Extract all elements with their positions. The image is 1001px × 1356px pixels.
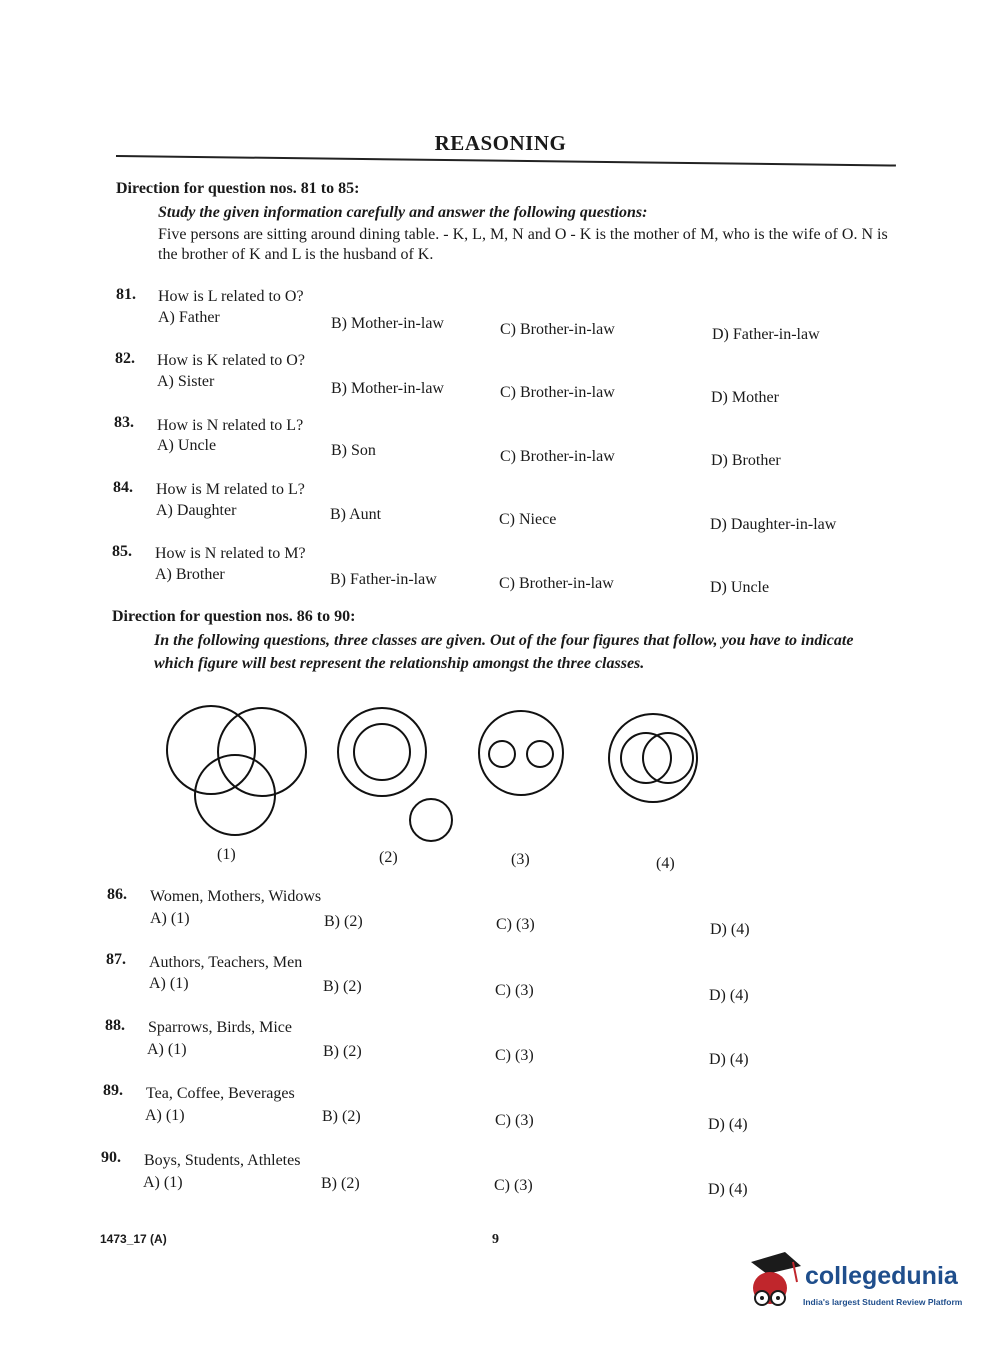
option-a[interactable]: A) (1) xyxy=(143,1174,183,1191)
question-number: 84. xyxy=(113,479,133,496)
question-number: 90. xyxy=(101,1149,121,1166)
figure-4-two-overlapping-inside-circle xyxy=(609,714,697,802)
question-text: Tea, Coffee, Beverages xyxy=(146,1085,295,1102)
option-c[interactable]: C) Brother-in-law xyxy=(500,448,615,465)
option-a[interactable]: A) (1) xyxy=(150,910,190,927)
figure-label-4: (4) xyxy=(656,855,675,872)
question-text: Boys, Students, Athletes xyxy=(144,1152,301,1169)
figure-label-2: (2) xyxy=(379,849,398,866)
question-number: 87. xyxy=(106,951,126,968)
option-c[interactable]: C) Niece xyxy=(499,511,557,528)
option-d[interactable]: D) (4) xyxy=(708,1181,748,1198)
option-b[interactable]: B) Aunt xyxy=(330,506,382,523)
figure-1-three-overlapping-circles xyxy=(167,706,306,835)
option-a[interactable]: A) (1) xyxy=(147,1041,187,1058)
option-d[interactable]: D) (4) xyxy=(709,1051,749,1068)
logo-name: collegedunia xyxy=(805,1262,958,1290)
question-text: How is N related to M? xyxy=(155,545,306,562)
option-d[interactable]: D) Uncle xyxy=(710,579,770,596)
option-a[interactable]: A) (1) xyxy=(149,975,189,992)
option-d[interactable]: D) (4) xyxy=(710,921,750,938)
question-number: 86. xyxy=(107,886,127,903)
figure-3-two-circles-inside-circle xyxy=(479,711,563,795)
logo-tagline: India's largest Student Review Platform xyxy=(803,1297,963,1307)
question-text: Women, Mothers, Widows xyxy=(150,888,322,905)
option-b[interactable]: B) (2) xyxy=(323,978,362,995)
option-a[interactable]: A) Uncle xyxy=(157,437,217,454)
section2-heading: Direction for question nos. 86 to 90: xyxy=(112,608,356,625)
option-c[interactable]: C) (3) xyxy=(495,982,534,999)
option-b[interactable]: B) Mother-in-law xyxy=(331,380,444,397)
option-b[interactable]: B) Father-in-law xyxy=(330,571,437,588)
option-a[interactable]: A) Sister xyxy=(157,373,215,390)
question-text: Sparrows, Birds, Mice xyxy=(148,1019,292,1036)
question-number: 83. xyxy=(114,414,134,431)
option-c[interactable]: C) (3) xyxy=(494,1177,533,1194)
option-a[interactable]: A) Father xyxy=(158,309,220,326)
option-a[interactable]: A) (1) xyxy=(145,1107,185,1124)
question-text: How is N related to L? xyxy=(157,417,304,434)
option-b[interactable]: B) Son xyxy=(331,442,376,459)
section2-instruction-line2: which figure will best represent the relationship amongst the three classes. xyxy=(154,655,645,672)
mascot-icon xyxy=(745,1252,803,1312)
option-b[interactable]: B) (2) xyxy=(322,1108,361,1125)
page-title: REASONING xyxy=(434,131,567,155)
section1-body-line2: the brother of K and L is the husband of K. xyxy=(158,246,434,263)
figure-label-1: (1) xyxy=(217,846,236,863)
option-d[interactable]: D) Brother xyxy=(711,452,781,469)
option-c[interactable]: C) (3) xyxy=(496,916,535,933)
option-c[interactable]: C) Brother-in-law xyxy=(500,384,615,401)
option-d[interactable]: D) (4) xyxy=(708,1116,748,1133)
page-number: 9 xyxy=(492,1232,499,1247)
section2-instruction-line1: In the following questions, three classes are given. Out of the four figures that follow, you have to indicate xyxy=(154,632,854,649)
option-c[interactable]: C) (3) xyxy=(495,1112,534,1129)
option-d[interactable]: D) Mother xyxy=(711,389,779,406)
option-a[interactable]: A) Brother xyxy=(155,566,225,583)
option-c[interactable]: C) Brother-in-law xyxy=(500,321,615,338)
option-b[interactable]: B) (2) xyxy=(321,1175,360,1192)
figure-2-nested-plus-separate-circles xyxy=(338,708,452,841)
option-c[interactable]: C) (3) xyxy=(495,1047,534,1064)
question-number: 82. xyxy=(115,350,135,367)
option-d[interactable]: D) (4) xyxy=(709,987,749,1004)
question-text: How is M related to L? xyxy=(156,481,305,498)
option-b[interactable]: B) (2) xyxy=(324,913,363,930)
option-b[interactable]: B) (2) xyxy=(323,1043,362,1060)
figure-label-3: (3) xyxy=(511,851,530,868)
question-text: Authors, Teachers, Men xyxy=(149,954,303,971)
question-number: 81. xyxy=(116,286,136,303)
question-number: 85. xyxy=(112,543,132,560)
section1-instruction: Study the given information carefully and answer the following questions: xyxy=(158,204,648,221)
collegedunia-logo xyxy=(745,1252,975,1312)
question-text: How is K related to O? xyxy=(157,352,305,369)
venn-figures xyxy=(150,695,750,875)
section1-body-line1: Five persons are sitting around dining table. - K, L, M, N and O - K is the mother of M, who is the wife of O. N is xyxy=(158,226,888,243)
option-d[interactable]: D) Father-in-law xyxy=(712,326,820,343)
option-c[interactable]: C) Brother-in-law xyxy=(499,575,614,592)
section1-heading: Direction for question nos. 81 to 85: xyxy=(116,180,360,197)
title-rule xyxy=(116,155,896,167)
question-text: How is L related to O? xyxy=(158,288,304,305)
option-d[interactable]: D) Daughter-in-law xyxy=(710,516,837,533)
paper-code: 1473_17 (A) xyxy=(100,1232,167,1246)
option-a[interactable]: A) Daughter xyxy=(156,502,237,519)
question-number: 88. xyxy=(105,1017,125,1034)
option-b[interactable]: B) Mother-in-law xyxy=(331,315,444,332)
question-number: 89. xyxy=(103,1082,123,1099)
